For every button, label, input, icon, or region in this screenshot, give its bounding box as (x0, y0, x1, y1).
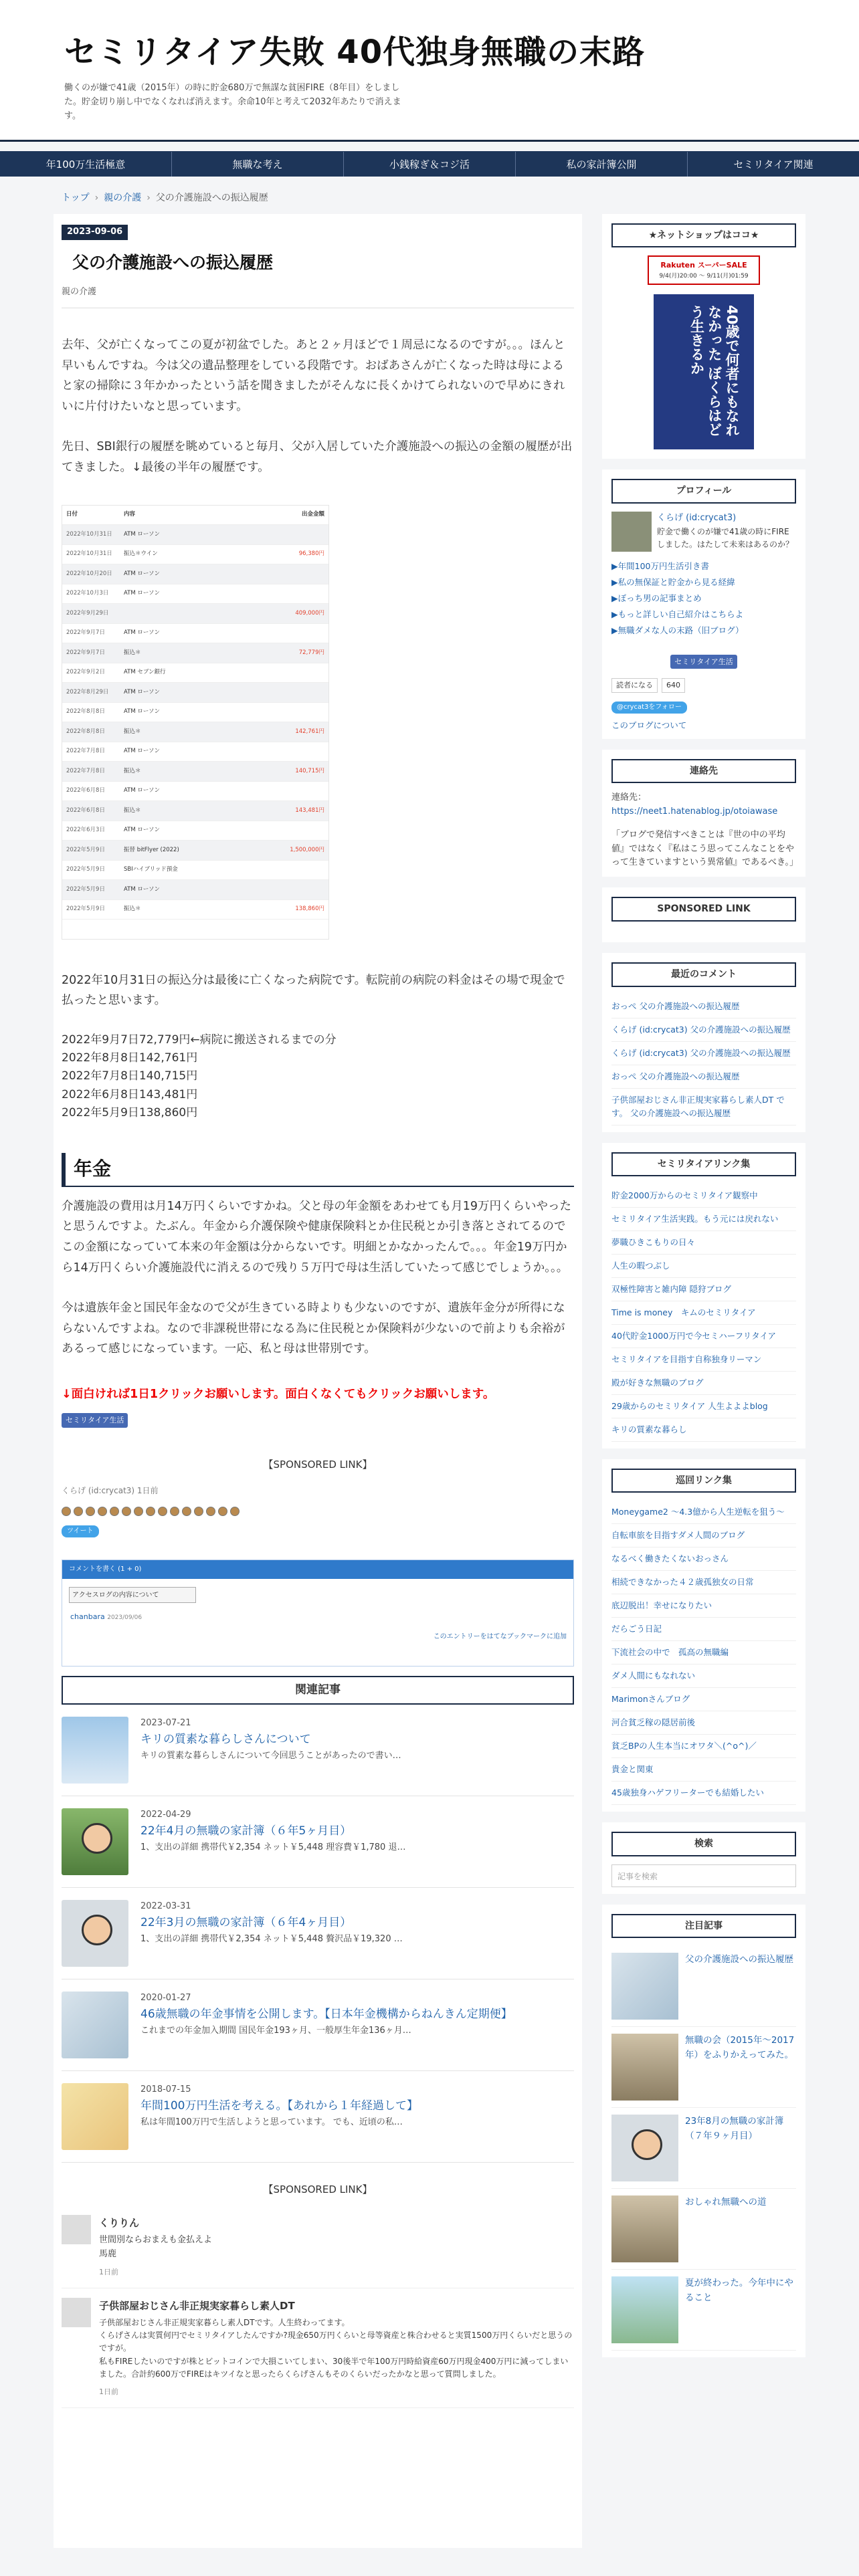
history-cell: ATM ローソン (124, 590, 161, 597)
breadcrumb-current: 父の介護施設への振込履歴 (155, 193, 268, 203)
widget-shop (602, 214, 805, 459)
tweet-button[interactable]: ツイート (62, 1525, 99, 1537)
history-cell: 409,000円 (295, 609, 324, 617)
nav-item-budget[interactable]: 年100万生活極意 (45, 158, 126, 171)
comment-date: 2023/09/06 (107, 1614, 142, 1621)
history-row (62, 703, 328, 723)
history-cell: 振替 bitFlyer (2022) (124, 846, 179, 853)
featured-item[interactable] (611, 2270, 796, 2351)
widget-title: 巡回リンク集 (611, 1469, 796, 1493)
history-cell: 142,761円 (295, 728, 324, 735)
comment-box (62, 1560, 574, 1667)
history-cell: ATM セブン銀行 (124, 669, 166, 676)
history-row (62, 643, 328, 663)
related-thumbnail (62, 1992, 128, 2058)
recent-comment[interactable]: くらげ (id:crycat3) 父の介護施設への振込履歴 (611, 1018, 796, 1042)
history-cell: ATM ローソン (124, 827, 161, 834)
related-item[interactable] (62, 1979, 574, 2071)
history-cell: 2022年6月8日 (66, 807, 105, 814)
comment-user[interactable]: chanbara (70, 1612, 105, 1621)
related-item[interactable] (62, 2071, 574, 2163)
history-cell: 振込＊ (124, 807, 141, 814)
sale-date: 9/4(月)20:00 〜 9/11(月)01:59 (659, 272, 749, 280)
history-row (62, 506, 328, 526)
related-title[interactable]: 46歳無職の年金事情を公開します。【日本年金機構からねんきん定期便】 (140, 2007, 512, 2021)
sidebar (602, 214, 805, 2368)
history-line: 2022年7月8日140,715円 (62, 1069, 198, 1083)
related-date: 2023-07-21 (140, 1717, 191, 1728)
featured-item[interactable] (611, 2027, 796, 2108)
history-cell: ATM ローソン (124, 748, 161, 755)
history-cell: 1,500,000円 (290, 846, 324, 853)
history-cell: 2022年5月9日 (66, 846, 105, 853)
widget-title: 注目記事 (611, 1914, 796, 1938)
nav-item-thoughts[interactable]: 無職な考え (171, 152, 343, 177)
widget-title: 最近のコメント (611, 962, 796, 986)
related-date: 2022-03-31 (140, 1901, 191, 1911)
widget-title: セミリタイアリンク集 (611, 1152, 796, 1176)
related-thumbnail (62, 1717, 128, 1784)
featured-title[interactable]: 無職の会（2015年〜2017年）をふりかえってみた。 (685, 2035, 795, 2060)
history-row (62, 663, 328, 683)
widget-sponsored (602, 887, 805, 942)
section-heading: 年金 (62, 1153, 574, 1187)
widget-patrol-links (602, 1459, 805, 1812)
related-date: 2018-07-15 (140, 2084, 191, 2095)
history-cell: 出金金額 (301, 511, 324, 518)
related-date: 2022-04-29 (140, 1809, 191, 1820)
sidebar-link[interactable]: Time is money キムのセミリタイア (611, 1301, 796, 1325)
history-cell: 2022年9月2日 (66, 669, 105, 676)
history-cell: 138,860円 (295, 905, 324, 913)
about-blog-link[interactable]: このブログについて (611, 720, 687, 730)
history-row (62, 861, 328, 881)
history-cell: SBIハイブリッド預金 (124, 866, 178, 873)
comment-text: 世間別ならおまえも金払えよ 馬鹿 (99, 2234, 213, 2259)
bank-history-screenshot (62, 505, 329, 940)
breadcrumb: トップ › 親の介護 › 父の介護施設への振込履歴 (62, 191, 268, 205)
profile-link[interactable]: ▶もっと詳しい自己紹介はこちらよ (611, 609, 744, 619)
paragraph: 2022年10月31日の振込分は最後に亡くなった病院です。転院前の病院の料金はその場で現金で払ったと思います。 (62, 973, 565, 1008)
related-date: 2020-01-27 (140, 1992, 191, 2003)
history-row (62, 564, 328, 584)
history-row (62, 782, 328, 802)
sidebar-link[interactable]: 貴金と関東 (611, 1758, 796, 1782)
featured-thumbnail (611, 2276, 678, 2343)
paragraph: 介護施設の費用は月14万円くらいですかね。父と母の年金額をあわせても月19万円くらいやったと思うんですよ。たぶん。年金から介護保険や健康保険料とか住民税とか引き落とされてるのでこの金額になっていて本来の年金額は分からないです。明細とかなかったんで。。。年金19万円から14万円くらい介護施設代に消えるので残り５万円で母は生活していたって感じでしょうか。。。 (62, 1199, 572, 1275)
comment (62, 2288, 574, 2408)
comment-time[interactable]: 1日前 (99, 2387, 118, 2396)
sponsored-label: 【SPONSORED LINK】 (263, 2183, 373, 2195)
history-cell: 2022年7月8日 (66, 748, 105, 755)
sidebar-link[interactable]: ダメ人間にもなれない (611, 1665, 796, 1688)
paragraph: 先日、SBI銀行の履歴を眺めていると毎月、父が入居していた介護施設への振込の金額の履歴が出てきました。↓最後の半年の履歴です。 (62, 440, 573, 475)
related-item[interactable] (62, 1796, 574, 1888)
rakuten-banner[interactable] (648, 255, 760, 285)
related-title[interactable]: 22年4月の無職の家計簿（６年5ヶ月目） (140, 1824, 352, 1838)
site-title[interactable]: セミリタイア失敗 40代独身無職の末路 (64, 33, 646, 71)
history-row (62, 584, 328, 605)
breadcrumb-home[interactable]: トップ (62, 193, 90, 203)
related-excerpt: 私は年間100万円で生活しようと思っています。 でも、近頃の私… (140, 2117, 403, 2127)
history-row (62, 821, 328, 841)
post-title[interactable]: 父の介護施設への振込履歴 (72, 253, 274, 273)
profile-link[interactable]: ▶年間100万円生活引き書 (611, 560, 709, 571)
click-request: ↓面白ければ1日1クリックお願いします。面白くなくてもクリックお願いします。 (62, 1388, 495, 1402)
featured-thumbnail (611, 1953, 678, 2020)
sidebar-link[interactable]: キリの質素な暮らし (611, 1418, 796, 1442)
related-item[interactable] (62, 1705, 574, 1796)
reader-button[interactable]: 読者になる (611, 678, 658, 693)
featured-title[interactable]: 父の介護施設への振込履歴 (685, 1954, 793, 1965)
history-cell: ATM ローソン (124, 885, 161, 893)
search-input[interactable]: 記事を検索 (611, 1864, 796, 1887)
history-cell: 2022年6月3日 (66, 827, 105, 834)
hatena-bookmark-link[interactable]: このエントリーをはてなブックマークに追加 (433, 1633, 567, 1641)
history-cell: 2022年9月7日 (66, 629, 105, 637)
sidebar-link[interactable]: 自転車旅を目指すダメ人間のブログ (611, 1524, 796, 1547)
ranking-badge[interactable]: セミリタイア生活 (670, 655, 737, 669)
comment-box-entry (70, 1611, 565, 1623)
paragraph: 今は遺族年金と国民年金なので父が生きている時よりも少ないのですが、遺族年金分が所得にならないんですよね。なので非課税世帯になる為に住民税とか保険料が少ないので前よりも余裕があるって感じになっています。一応、私と母は世帯別です。 (62, 1301, 565, 1356)
widget-title: SPONSORED LINK (611, 897, 796, 921)
related-item[interactable] (62, 1888, 574, 1979)
related-thumbnail (62, 2083, 128, 2150)
transfer-history-list (62, 1031, 574, 1122)
history-cell: ATM ローソン (124, 708, 161, 716)
nav-item-household[interactable]: 私の家計簿公開 (515, 152, 687, 177)
history-cell: 2022年9月7日 (66, 649, 105, 656)
related-excerpt: 1、支出の詳細 携帯代￥2,354 ネット￥5,448 理容費￥1,780 退… (140, 1842, 406, 1852)
twitter-follow-button[interactable]: @crycat3をフォロー (611, 702, 687, 714)
history-cell: 2022年9月29日 (66, 609, 109, 617)
history-row (62, 604, 328, 624)
sidebar-link[interactable]: セミリタイアを目指す自称独身リーマン (611, 1348, 796, 1372)
featured-item[interactable] (611, 2189, 796, 2270)
featured-thumbnail (611, 2115, 678, 2181)
history-cell: 2022年5月9日 (66, 905, 105, 913)
related-excerpt: 1、支出の詳細 携帯代￥2,354 ネット￥5,448 贅沢品￥19,320 … (140, 1933, 403, 1944)
widget-featured (602, 1905, 805, 2357)
comment-name: くりりん (99, 2216, 140, 2229)
related-excerpt: キリの質素な暮らしさんについて今回思うことがあったので書い… (140, 1750, 401, 1761)
comment-box-header[interactable]: コメントを書く (1 + 0) (62, 1560, 573, 1579)
history-cell: 2022年6月8日 (66, 787, 105, 794)
history-row (62, 880, 328, 900)
recent-comment[interactable]: おっぺ 父の介護施設への振込履歴 (611, 1065, 796, 1089)
article (54, 214, 582, 2548)
history-line: 2022年5月9日138,860円 (62, 1105, 198, 1119)
related-thumbnail (62, 1900, 128, 1967)
history-row (62, 900, 328, 920)
comment-list (62, 2206, 574, 2408)
sidebar-link[interactable]: 40代貯金1000万円で今セミハーフリタイア (611, 1325, 796, 1348)
widget-title: 連絡先 (611, 759, 796, 783)
comment-name: 子供部屋おじさん非正規実家暮らし素人DT (99, 2300, 295, 2313)
comment (62, 2206, 574, 2288)
paragraph: 去年、父が亡くなってこの夏が初盆でした。あと２ヶ月ほどで１周忌になるのですが。。。ほんと早いもんですね。今は父の遺品整理をしている段階です。おばあさんが亡くなった時は母によると家の掃除に３年かかったという話を聞きましたがそんなに長くかけてられないので早めにきれいに片付けたいなと思っています。 (62, 338, 565, 413)
history-row (62, 525, 328, 545)
star-row[interactable] (62, 1507, 574, 1516)
sidebar-link[interactable]: 下流社会の中で 孤高の無職編 (611, 1641, 796, 1665)
featured-item[interactable] (611, 2108, 796, 2189)
history-row (62, 801, 328, 821)
contact-url[interactable]: https://neet1.hatenablog.jp/otoiawase (611, 806, 778, 817)
history-cell: 2022年5月9日 (66, 885, 105, 893)
history-row (62, 722, 328, 742)
history-cell: ATM ローソン (124, 629, 161, 637)
history-line: 2022年9月7日72,779円←病院に搬送されるまでの分 (62, 1033, 337, 1047)
history-cell: 振込＊ウイン (124, 550, 158, 558)
history-cell: 2022年10月31日 (66, 550, 112, 558)
sidebar-link[interactable]: 相続できなかった４２歳孤独女の日常 (611, 1571, 796, 1594)
recent-comment[interactable]: くらげ (id:crycat3) 父の介護施設への振込履歴 (611, 1042, 796, 1065)
history-line: 2022年6月8日143,481円 (62, 1087, 198, 1101)
history-cell: 振込＊ (124, 649, 141, 656)
history-row (62, 683, 328, 703)
history-cell: 96,380円 (298, 550, 324, 558)
recent-comment[interactable]: 子供部屋おじさん非正規実家暮らし素人DT です。 父の介護施設への振込履歴 (611, 1089, 796, 1125)
sidebar-link[interactable]: 貧乏BPの人生本当にオワタ＼(^o^)／ (611, 1735, 796, 1758)
widget-recent-comments (602, 953, 805, 1132)
history-row (62, 762, 328, 782)
nav-item-semiretire[interactable]: セミリタイア関連 (687, 152, 859, 177)
post-author[interactable]: くらげ (id:crycat3) 1日前 (62, 1486, 159, 1496)
featured-item[interactable] (611, 1946, 796, 2027)
post-category[interactable]: 親の介護 (62, 287, 97, 298)
sidebar-link[interactable]: 殿が好きな無職のブログ (611, 1372, 796, 1395)
sidebar-link[interactable]: Moneygame2 〜4.3億から人生逆転を狙う〜 (611, 1501, 796, 1524)
contact-quote: 「ブログで発信すべきことは『世の中の平均値』ではなく『私はこう思ってこんなことをやって生きていますという異常値』であるべき。」 (611, 829, 798, 868)
breadcrumb-category[interactable]: 親の介護 (104, 193, 142, 203)
history-cell: 内容 (124, 511, 136, 518)
widget-search (602, 1822, 805, 1893)
history-cell: 2022年10月3日 (66, 590, 109, 597)
history-cell: 143,481円 (295, 807, 324, 814)
sidebar-link[interactable]: 貯金2000万からのセミリタイア観察中 (611, 1184, 796, 1208)
reader-count: 640 (662, 678, 685, 693)
history-cell: ATM ローソン (124, 688, 161, 695)
featured-title[interactable]: 夏が終わった。今年中にやること (685, 2278, 793, 2303)
comment-box-link[interactable]: アクセスログの内容について (69, 1587, 196, 1603)
profile-link[interactable]: ▶私の無保証と貯金から見る経緯 (611, 576, 735, 587)
contact-label: 連絡先： (611, 792, 647, 803)
history-row (62, 624, 328, 644)
site-description: 働くのが嫌で41歳（2015年）の時に貯金680万で無謀な貧困FIRE（8年目）をしました。貯金切り崩し中でなくなれば消えます。余命10年と考えて2032年あたりで消えます。 (64, 83, 401, 121)
related-excerpt: これまでの年金加入期間 国民年金193ヶ月、一般厚生年金136ヶ月… (140, 2025, 411, 2036)
history-cell: ATM ローソン (124, 787, 161, 794)
history-row (62, 545, 328, 565)
book-cover[interactable]: 40歳で何者にもなれなかった ぼくらはどう生きるか (654, 294, 754, 449)
sponsored-label: 【SPONSORED LINK】 (263, 1459, 373, 1471)
ranking-badge[interactable]: セミリタイア生活 (62, 1413, 128, 1428)
avatar (62, 2298, 91, 2327)
history-cell: 振込＊ (124, 728, 141, 735)
widget-title: プロフィール (611, 479, 796, 503)
sidebar-link[interactable]: なるべく働きたくないおっさん (611, 1547, 796, 1571)
history-cell: ATM ローソン (124, 530, 161, 538)
widget-title: ★ネットショップはココ★ (611, 223, 796, 247)
related-heading: 関連記事 (62, 1676, 574, 1705)
history-cell: 2022年8月8日 (66, 708, 105, 716)
related-thumbnail (62, 1808, 128, 1875)
comment-time[interactable]: 1日前 (99, 2268, 118, 2277)
sidebar-link[interactable]: Marimonさんブログ (611, 1688, 796, 1711)
sidebar-link[interactable]: セミリタイア生活実践。もう元には戻れない (611, 1208, 796, 1231)
widget-semiretire-links (602, 1143, 805, 1448)
featured-title[interactable]: 23年8月の無職の家計簿（７年９ヶ月目） (685, 2116, 784, 2141)
featured-thumbnail (611, 2195, 678, 2262)
sidebar-link[interactable]: 29歳からのセミリタイア 人生よよよblog (611, 1395, 796, 1418)
post-body (62, 335, 574, 2408)
related-title[interactable]: キリの質素な暮らしさんについて (140, 1732, 311, 1746)
history-cell: 2022年8月8日 (66, 728, 105, 735)
history-row (62, 841, 328, 861)
history-cell: 振込＊ (124, 767, 141, 774)
profile-name[interactable]: くらげ (id:crycat3) (657, 512, 737, 523)
comment-text: 子供部屋おじさん非正規実家暮らし素人DTです。人生終わってます。 くらげさんは実質何円でセミリタイアしたんですか?現金650万円くらいと母等資産と株合わせると実質1500万円くらいだと思うのですが。 私もFIREしたいのですが株とビットコインで大損こいてしまい、30後半で年100万円時給資産60万円現金400万円に減ってしまいました。合計約600万でFIREはキツイなと思ったらくらげさんもそのくらいだったかなと思って質問しました。 (99, 2318, 573, 2379)
history-cell: 日付 (66, 511, 78, 518)
featured-title[interactable]: おしゃれ無職への道 (685, 2197, 767, 2208)
history-line: 2022年8月8日142,761円 (62, 1051, 198, 1065)
widget-contact (602, 750, 805, 877)
sidebar-link[interactable]: 河合貧乏稼の隠居前後 (611, 1711, 796, 1735)
history-cell: 2022年7月8日 (66, 767, 105, 774)
related-list (62, 1705, 574, 2163)
post-date: 2023-09-06 (62, 225, 128, 240)
history-cell: 2022年10月20日 (66, 570, 112, 577)
history-cell: 72,779円 (298, 649, 324, 656)
profile-avatar[interactable] (611, 512, 652, 552)
sidebar-link[interactable]: 底辺脱出！幸せになりたい (611, 1594, 796, 1618)
profile-link[interactable]: ▶無職ダメな人の末路（旧ブログ） (611, 625, 744, 635)
history-cell: ATM ローソン (124, 570, 161, 577)
featured-thumbnail (611, 2034, 678, 2101)
sidebar-link[interactable]: 人生の暇つぶし (611, 1255, 796, 1278)
avatar (62, 2215, 91, 2244)
related-title[interactable]: 22年3月の無職の家計簿（６年4ヶ月目） (140, 1915, 352, 1929)
site-header (0, 0, 859, 142)
sidebar-link[interactable]: だらごう日記 (611, 1618, 796, 1641)
history-cell: 140,715円 (295, 767, 324, 774)
widget-profile (602, 469, 805, 738)
sale-label: Rakuten スーパーSALE (660, 261, 747, 270)
widget-title: 検索 (611, 1832, 796, 1856)
history-cell: 2022年8月29日 (66, 688, 109, 695)
history-cell: 2022年5月9日 (66, 866, 105, 873)
recent-comment[interactable]: おっぺ 父の介護施設への振込履歴 (611, 995, 796, 1018)
sidebar-link[interactable]: 双極性障害と雑内障 隠狩ブログ (611, 1278, 796, 1301)
profile-text: 貯金で働くのが嫌で41歳の時にFIREしました。はたして未来はあるのか？ (657, 526, 794, 549)
history-row (62, 742, 328, 762)
profile-link[interactable]: ▶ぼっち男の記事まとめ (611, 593, 702, 603)
related-title[interactable]: 年間100万円生活を考える。【あれから１年経過して】 (140, 2099, 418, 2113)
nav-item-side-income[interactable]: 小銭稼ぎ＆コジ活 (343, 152, 515, 177)
history-cell: 振込＊ (124, 905, 141, 913)
sidebar-link[interactable]: 夢職ひきこもりの日々 (611, 1231, 796, 1255)
history-cell: 2022年10月31日 (66, 530, 112, 538)
global-nav (0, 151, 859, 177)
sidebar-link[interactable]: 45歳独身ハゲフリーターでも結婚したい (611, 1782, 796, 1805)
